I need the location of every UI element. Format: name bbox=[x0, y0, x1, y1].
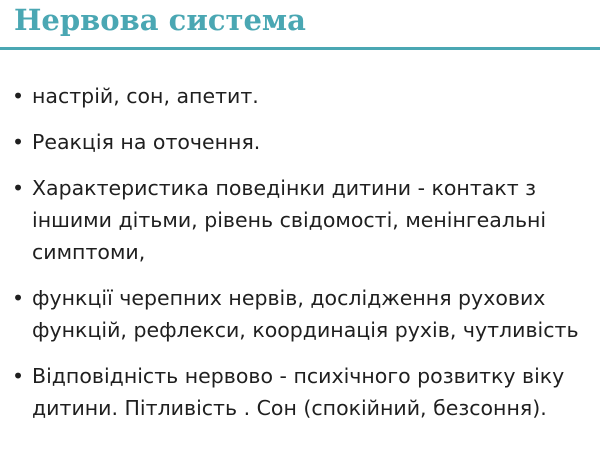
slide-title: Нервова система bbox=[14, 3, 306, 37]
bullet-item-mood-sleep-appetite bbox=[12, 80, 600, 112]
bullet-line: дитини. Пітливість . Сон (спокійний, безсоння). bbox=[32, 396, 547, 420]
bullet-line: • настрій, сон, апетит. bbox=[32, 84, 259, 108]
bullet-line: іншими дітьми, рівень свідомості, менінгеальні bbox=[32, 208, 547, 232]
bullet-item-reaction bbox=[12, 126, 600, 158]
bullet-line: • функції черепних нервів, дослідження рухових bbox=[32, 286, 546, 310]
bullet-line: симптоми, bbox=[32, 240, 146, 264]
bullet-line: • Відповідність нервово - психічного розвитку віку bbox=[32, 364, 565, 388]
bullet-item-development bbox=[12, 360, 600, 424]
bullet-item-cranial-nerves bbox=[12, 282, 600, 346]
bullet-list bbox=[12, 80, 600, 438]
bullet-line: • Реакція на оточення. bbox=[32, 130, 261, 154]
bullet-line: функцій, рефлекси, координація рухів, чутливість bbox=[32, 318, 579, 342]
title-underline bbox=[0, 47, 600, 50]
bullet-line: • Характеристика поведінки дитини - контакт з bbox=[32, 176, 537, 200]
bullet-item-behavior bbox=[12, 172, 600, 268]
